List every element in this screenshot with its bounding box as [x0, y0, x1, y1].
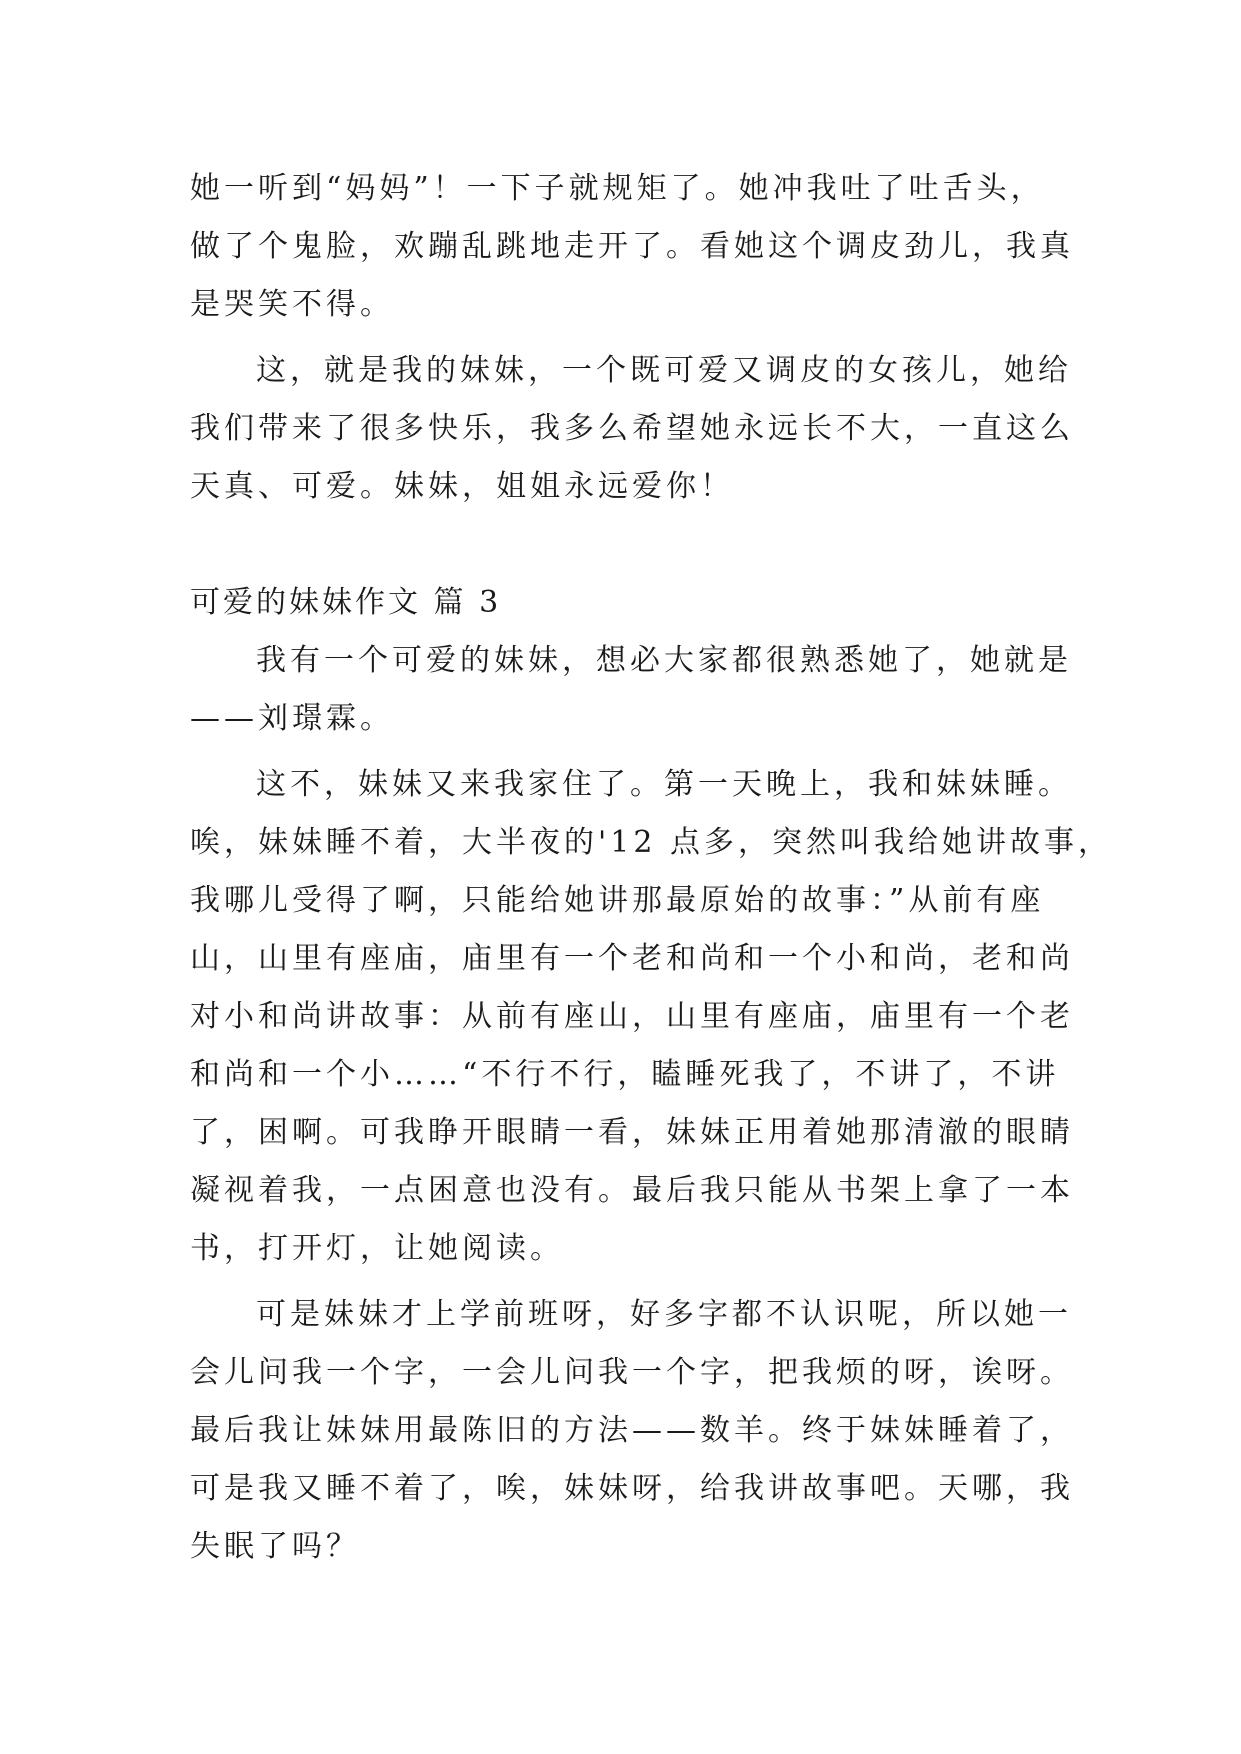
section-heading: 可爱的妹妹作文 篇 3 [190, 585, 502, 620]
paragraph-line: 凝视着我，一点困意也没有。最后我只能从书架上拿了一本 [190, 1173, 1074, 1208]
paragraph-line: 和尚和一个小……“不行不行，瞌睡死我了，不讲了，不讲 [190, 1057, 1060, 1092]
paragraph-line: 这，就是我的妹妹，一个既可爱又调皮的女孩儿，她给 [256, 353, 1072, 388]
paragraph-line: 可是我又睡不着了，唉，妹妹呀，给我讲故事吧。天哪，我 [190, 1471, 1074, 1506]
paragraph-line: 这不，妹妹又来我家住了。第一天晚上，我和妹妹睡。 [256, 767, 1072, 802]
paragraph-line: 她一听到“妈妈”！一下子就规矩了。她冲我吐了吐舌头， [190, 171, 1045, 206]
paragraph-1 [190, 160, 1074, 334]
paragraph-line: 天真、可爱。妹妹，姐姐永远爱你！ [190, 469, 734, 504]
document-body [190, 160, 1112, 1576]
paragraph-line: 做了个鬼脸，欢蹦乱跳地走开了。看她这个调皮劲儿，我真 [190, 229, 1074, 264]
paragraph-5 [190, 1286, 1074, 1576]
paragraph-line: 会儿问我一个字，一会儿问我一个字，把我烦的呀，诶呀。 [190, 1355, 1074, 1390]
paragraph-line: 失眠了吗？ [190, 1529, 360, 1564]
paragraph-line: 我有一个可爱的妹妹，想必大家都很熟悉她了，她就是 [256, 643, 1072, 678]
paragraph-2 [190, 342, 1074, 516]
paragraph-line: 最后我让妹妹用最陈旧的方法——数羊。终于妹妹睡着了， [190, 1413, 1074, 1448]
paragraph-line: 了，困啊。可我睁开眼睛一看，妹妹正用着她那清澈的眼睛 [190, 1115, 1074, 1150]
paragraph-spacer [190, 748, 1060, 756]
paragraph-line: 对小和尚讲故事：从前有座山，山里有座庙，庙里有一个老 [190, 999, 1074, 1034]
paragraph-spacer [190, 1278, 1060, 1286]
paragraph-line: 是哭笑不得。 [190, 287, 394, 322]
paragraph-3 [190, 632, 1072, 748]
paragraph-line: 书，打开灯，让她阅读。 [190, 1231, 564, 1266]
paragraph-line: 山，山里有座庙，庙里有一个老和尚和一个小和尚，老和尚 [190, 941, 1074, 976]
section-spacer [190, 516, 1060, 574]
paragraph-spacer [190, 334, 1060, 342]
paragraph-line: 唉，妹妹睡不着，大半夜的'12 点多，突然叫我给她讲故事， [190, 825, 1112, 860]
paragraph-4 [190, 756, 1112, 1278]
paragraph-line: 可是妹妹才上学前班呀，好多字都不认识呢，所以她一 [256, 1297, 1072, 1332]
paragraph-line: 我哪儿受得了啊，只能给她讲那最原始的故事：”从前有座 [190, 883, 1045, 918]
paragraph-line: ——刘璟霖。 [190, 701, 394, 736]
paragraph-line: 我们带来了很多快乐，我多么希望她永远长不大，一直这么 [190, 411, 1074, 446]
